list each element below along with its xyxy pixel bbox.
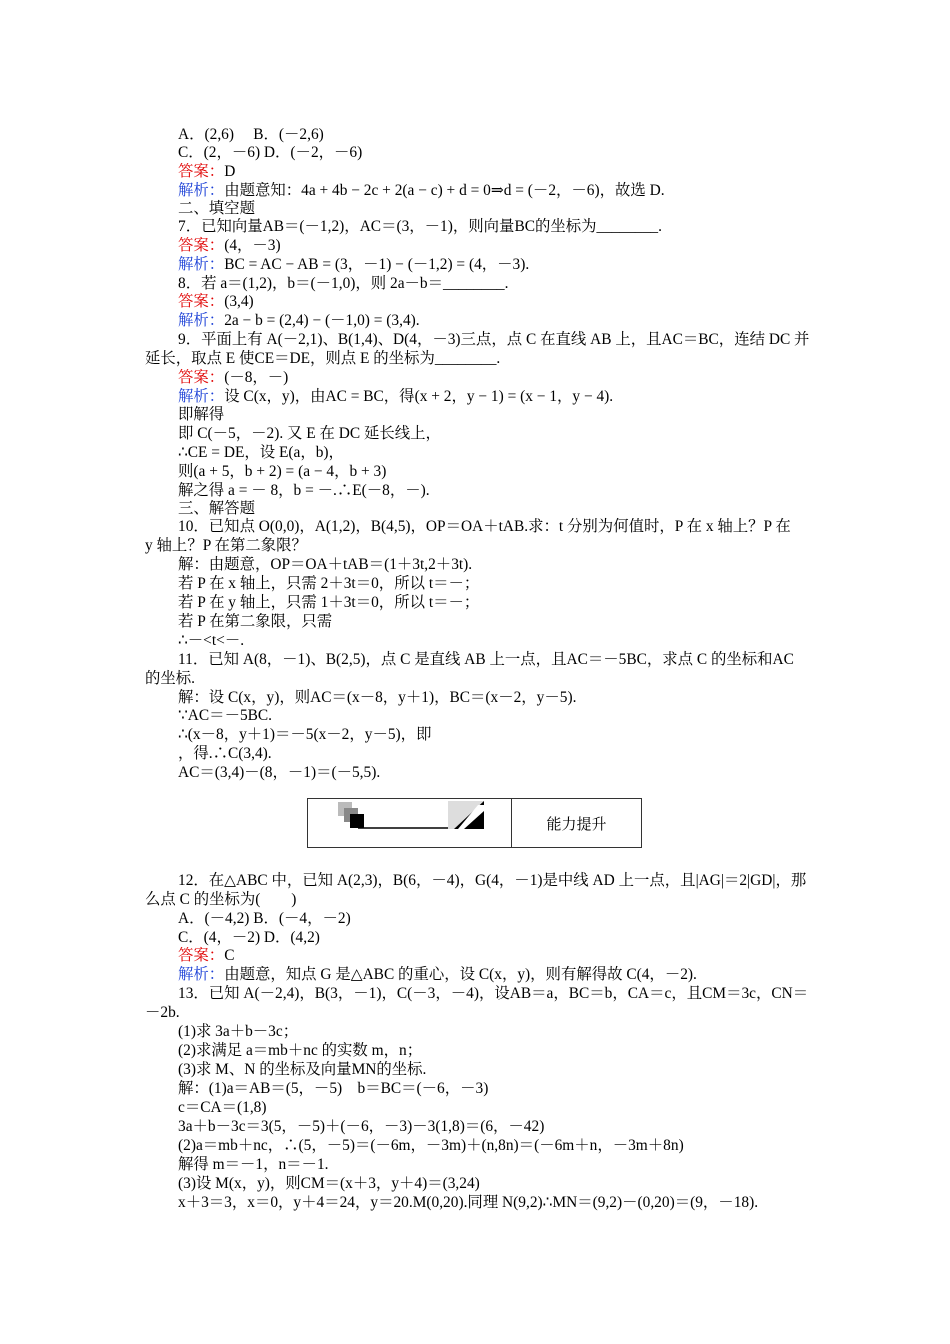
text-line xyxy=(178,612,807,631)
text-line xyxy=(178,311,807,330)
text-line xyxy=(178,928,807,947)
text-line xyxy=(145,536,807,555)
text-line xyxy=(178,984,807,1003)
text-line xyxy=(178,199,807,218)
text-line xyxy=(178,481,807,500)
line-text: 3a＋b－3c＝3(5，－5)＋(－6，－3)－3(1,8)＝(6，－42) xyxy=(178,1118,545,1135)
line-text: 即 C(－5，－2). 又 E 在 DC 延长线上， xyxy=(178,425,441,442)
line-text: ∴(x－8，y＋1)＝－5(x－2，y－5)，即 xyxy=(178,726,432,743)
line-text: 若 P 在 x 轴上，只需 2＋3t＝0，所以 t＝－； xyxy=(178,575,480,592)
text-line xyxy=(178,725,807,744)
line-text: 设 C(x，y)，由AC = BC，得(x + 2，y − 1) = (x − 1，y − 4). xyxy=(224,388,614,405)
text-line xyxy=(178,593,807,612)
text-line xyxy=(178,1098,807,1117)
line-text: (3,4) xyxy=(224,293,254,310)
line-text: 解之得 a = － 8，b = －.∴E(－8，－). xyxy=(178,482,430,499)
text-line xyxy=(178,1155,807,1174)
banner-title: 能力提升 xyxy=(546,814,607,833)
text-line xyxy=(178,1041,807,1060)
analysis-label: 解析： xyxy=(178,312,225,329)
line-text: C．(4，－2) D．(4,2) xyxy=(178,929,320,946)
text-line xyxy=(178,574,807,593)
text-line xyxy=(178,236,807,255)
line-text: C xyxy=(224,947,235,964)
line-text: 即解得 xyxy=(178,406,225,423)
line-text: 延长，取点 E 使CE＝DE，则点 E 的坐标为________. xyxy=(145,350,501,367)
line-text: 由题意知：4a + 4b − 2c + 2(a − c) + d = 0⇒d = (－2，－6)，故选 D. xyxy=(224,182,665,199)
text-line xyxy=(178,162,807,181)
analysis-label: 解析： xyxy=(178,388,225,405)
line-text: 10．已知点 O(0,0)，A(1,2)，B(4,5)，OP＝OA＋tAB.求：t 分别为何值时，P 在 x 轴上？P 在 xyxy=(178,518,791,535)
line-text: ∵AC＝－5BC. xyxy=(178,707,273,724)
line-text: 13．已知 A(－2,4)，B(3，－1)，C(－3，－4)，设AB＝a，BC＝b，CA＝c，且CM＝3c，CN＝ xyxy=(178,985,809,1002)
line-text: (－8，－) xyxy=(224,369,289,386)
line-text: 若 P 在 y 轴上，只需 1＋3t＝0，所以 t＝－； xyxy=(178,594,480,611)
line-text: 二、填空题 xyxy=(178,200,255,217)
line-text: 则(a + 5，b + 2) = (a − 4，b + 3) xyxy=(178,463,387,480)
text-line xyxy=(178,424,807,443)
text-line xyxy=(178,965,807,984)
text-line xyxy=(178,555,807,574)
banner-decoration xyxy=(308,799,512,847)
text-line xyxy=(178,650,807,669)
line-text: ∴CE = DE，设 E(a，b)， xyxy=(178,444,344,461)
text-line xyxy=(145,890,807,909)
text-line xyxy=(178,631,807,650)
line-text: 解：(1)a＝AB＝(5，－5) b＝BC＝(－6，－3) xyxy=(178,1080,489,1097)
banner-graphic-icon xyxy=(308,799,511,847)
line-text: (4，－3) xyxy=(224,237,281,254)
line-text: ，得.∴C(3,4). xyxy=(178,745,272,762)
analysis-label: 解析： xyxy=(178,256,225,273)
analysis-label: 解析： xyxy=(178,182,225,199)
answer-label: 答案： xyxy=(178,947,225,964)
line-text: 11．已知 A(8，－1)、B(2,5)，点 C 是直线 AB 上一点，且AC＝－5BC，求点 C 的坐标和AC xyxy=(178,651,794,668)
text-line xyxy=(178,462,807,481)
line-text: 2a − b = (2,4) − (－1,0) = (3,4). xyxy=(224,312,420,329)
line-text: c＝CA＝(1,8) xyxy=(178,1099,267,1116)
line-text: BC = AC − AB = (3，－1) − (－1,2) = (4，－3). xyxy=(224,256,530,273)
answer-label: 答案： xyxy=(178,237,225,254)
line-text: (2)a＝mb＋nc，∴(5，－5)＝(－6m，－3m)＋(n,8n)＝(－6m＋n，－3m＋8n) xyxy=(178,1137,684,1154)
text-line xyxy=(178,1174,807,1193)
line-text: D xyxy=(224,163,236,180)
section-banner xyxy=(307,798,642,848)
text-line xyxy=(178,1117,807,1136)
line-text: AC＝(3,4)－(8，－1)＝(－5,5). xyxy=(178,764,381,781)
line-text: ∴－<t<－. xyxy=(178,632,245,649)
line-text: 解得 m＝－1，n＝－1. xyxy=(178,1156,329,1173)
text-line xyxy=(178,1022,807,1041)
line-text: y 轴上？P 在第二象限？ xyxy=(145,537,307,554)
text-line xyxy=(178,330,810,349)
text-line xyxy=(178,946,807,965)
line-text: 的坐标. xyxy=(145,670,196,687)
line-text: C．(2，－6) D．(－2，－6) xyxy=(178,144,363,161)
line-text: 若 P 在第二象限，只需 xyxy=(178,613,333,630)
text-line xyxy=(178,181,807,200)
text-line xyxy=(178,871,807,890)
line-text: A．(－4,2) B．(－4，－2) xyxy=(178,910,351,927)
line-text: (1)求 3a＋b－3c； xyxy=(178,1023,299,1040)
line-text: A．(2,6) B．(－2,6) xyxy=(178,126,324,143)
text-line xyxy=(178,499,807,518)
line-text: (2)求满足 a＝mb＋nc 的实数 m，n； xyxy=(178,1042,423,1059)
text-line xyxy=(178,1060,807,1079)
line-text: 三、解答题 xyxy=(178,500,255,517)
text-line xyxy=(178,217,807,236)
analysis-label: 解析： xyxy=(178,966,225,983)
text-line xyxy=(178,763,807,782)
line-text: 9．平面上有 A(－2,1)、B(1,4)、D(4，－3)三点，点 C 在直线 AB 上，且AC＝BC，连结 DC 并 xyxy=(178,331,810,348)
text-line xyxy=(178,387,807,406)
text-line xyxy=(178,706,807,725)
line-text: 7．已知向量AB＝(－1,2)，AC＝(3，－1)，则向量BC的坐标为________. xyxy=(178,218,662,235)
text-line xyxy=(178,125,807,144)
line-text: 解：设 C(x，y)，则AC＝(x－8，y＋1)，BC＝(x－2，y－5). xyxy=(178,689,577,706)
text-line xyxy=(145,669,807,688)
text-line xyxy=(178,517,807,536)
text-line xyxy=(178,405,807,424)
text-line xyxy=(178,1136,807,1155)
text-line xyxy=(145,349,807,368)
text-line xyxy=(178,909,807,928)
line-text: 么点 C 的坐标为( ) xyxy=(145,891,297,908)
text-line xyxy=(178,688,807,707)
line-text: 12．在△ABC 中，已知 A(2,3)，B(6，－4)，G(4，－1)是中线 AD 上一点，且|AG|＝2|GD|，那 xyxy=(178,872,807,889)
line-text: x＋3＝3，x＝0，y＋4＝24，y＝20.M(0,20).同理 N(9,2)∴MN＝(9,2)－(0,20)＝(9，－18). xyxy=(178,1194,759,1211)
text-line xyxy=(178,443,807,462)
text-line xyxy=(178,1193,807,1212)
line-text: 解：由题意，OP＝OA＋tAB＝(1＋3t,2＋3t). xyxy=(178,556,473,573)
text-line xyxy=(178,744,807,763)
text-line xyxy=(178,255,807,274)
line-text: (3)设 M(x，y)，则CM＝(x＋3，y＋4)＝(3,24) xyxy=(178,1175,480,1192)
text-line xyxy=(178,1079,807,1098)
answer-label: 答案： xyxy=(178,163,225,180)
text-line xyxy=(178,274,807,293)
answer-label: 答案： xyxy=(178,293,225,310)
text-line xyxy=(145,1003,807,1022)
line-text: 8．若 a＝(1,2)，b＝(－1,0)，则 2a－b＝________. xyxy=(178,275,509,292)
text-line xyxy=(178,292,807,311)
answer-label: 答案： xyxy=(178,369,225,386)
text-line xyxy=(178,368,807,387)
line-text: －2b. xyxy=(145,1004,180,1021)
text-line xyxy=(178,143,807,162)
line-text: (3)求 M、N 的坐标及向量MN的坐标. xyxy=(178,1061,427,1078)
line-text: 由题意，知点 G 是△ABC 的重心，设 C(x，y)，则有解得故 C(4，－2). xyxy=(224,966,697,983)
